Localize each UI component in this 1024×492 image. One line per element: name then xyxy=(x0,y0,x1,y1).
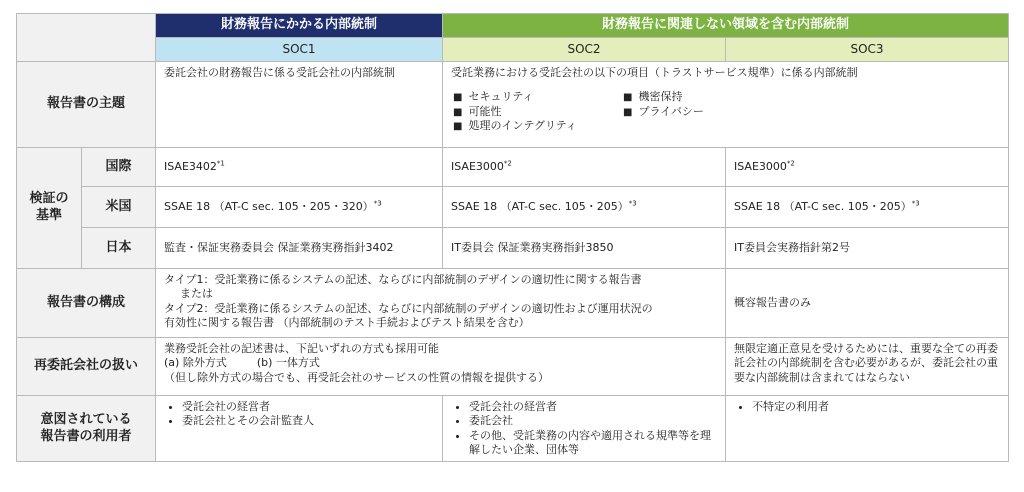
structure-type1: タイプ1：受託業務に係るシステムの記述、ならびに内部統制のデザインの適切性に関する報告書 xyxy=(164,273,642,286)
criteria-value: ISAE3402 xyxy=(164,159,217,173)
list-item: • 委託会社 xyxy=(469,414,717,428)
criteria-jp-soc2: IT委員会 保証業務実務指針3850 xyxy=(443,228,726,269)
footnote-ref: *1 xyxy=(216,159,225,168)
option-carve-out: (a) 除外方式 xyxy=(164,356,227,370)
row-label-criteria xyxy=(17,148,82,269)
criteria-value: SSAE 18 （AT-C sec. 105・205） xyxy=(451,199,629,213)
soc-comparison-table xyxy=(16,13,1009,462)
list-item: • 受託会社の経営者 xyxy=(469,400,717,414)
subservice-line1: 業務受託会社の記述書は、下記いずれの方式も採用可能 xyxy=(164,342,439,355)
header-soc3: SOC3 xyxy=(726,38,1009,62)
criteria-value: SSAE 18 （AT-C sec. 105・205） xyxy=(734,199,912,213)
criteria-label-line2: 基準 xyxy=(35,208,62,223)
footnote-ref: *3 xyxy=(628,199,637,208)
criteria-value: SSAE 18 （AT-C sec. 105・205・320） xyxy=(164,199,374,213)
users-label-line2: 報告書の利用者 xyxy=(40,428,132,444)
criteria-label-line1: 検証の xyxy=(29,191,69,207)
criteria-value: ISAE3000 xyxy=(451,159,504,173)
header-financial-controls: 財務報告にかかる内部統制 xyxy=(156,14,443,38)
criteria-jp-soc3: IT委員会実務指針第2号 xyxy=(726,228,1009,269)
criteria-intl-soc1 xyxy=(156,148,443,187)
users-soc3 xyxy=(726,396,1009,462)
structure-soc1-soc2 xyxy=(156,269,726,338)
subservice-note: （但し除外方式の場合でも、再受託会社のサービスの性質の情報を提供する） xyxy=(164,370,549,384)
footnote-ref: *2 xyxy=(503,159,512,168)
footnote-ref: *3 xyxy=(373,199,382,208)
criteria-intl-soc3 xyxy=(726,148,1009,187)
footnote-ref: *2 xyxy=(786,159,795,168)
list-item: • 委託会社とその会計監査人 xyxy=(182,414,434,428)
users-label-line1: 意図されている xyxy=(40,411,132,427)
row-label-users xyxy=(17,396,156,462)
users-soc1-list xyxy=(164,400,434,429)
trust-services-list xyxy=(453,90,1000,133)
trust-item: ■ 可能性 xyxy=(453,105,623,119)
structure-or: または xyxy=(180,287,213,301)
structure-soc3: 概容報告書のみ xyxy=(726,269,1009,338)
subservice-options xyxy=(164,356,717,370)
criteria-us-soc1 xyxy=(156,187,443,228)
row-label-structure: 報告書の構成 xyxy=(17,269,156,338)
criteria-us-soc3 xyxy=(726,187,1009,228)
row-label-subject: 報告書の主題 xyxy=(17,62,156,148)
subject-soc23-text: 受託業務における受託会社の以下の項目（トラストサービス規準）に係る内部統制 xyxy=(451,66,858,79)
trust-item: ■ 処理のインテグリティ xyxy=(453,119,623,133)
subservice-soc3: 無限定適正意見を受けるためには、重要な全ての再委託会社の内部統制を含む必要があるが、委託会社の重要な内部統制は含まれてはならない xyxy=(726,338,1009,396)
header-nonfinancial-controls: 財務報告に関連しない領域を含む内部統制 xyxy=(443,14,1009,38)
structure-type2-cont: 有効性に関する報告書 （内部統制のテスト手続およびテスト結果を含む） xyxy=(164,315,530,329)
users-soc2-list xyxy=(451,400,717,457)
trust-item: ■ 機密保持 xyxy=(623,90,793,104)
option-inclusive: (b) 一体方式 xyxy=(256,356,320,370)
criteria-value: ISAE3000 xyxy=(734,159,787,173)
criteria-us-soc2 xyxy=(443,187,726,228)
structure-type2: タイプ2：受託業務に係るシステムの記述、ならびに内部統制のデザインの適切性および運用状況の xyxy=(164,301,653,315)
users-soc2 xyxy=(443,396,726,462)
header-soc1: SOC1 xyxy=(156,38,443,62)
users-soc3-list xyxy=(734,400,1000,414)
corner-cell xyxy=(17,14,156,62)
users-soc1 xyxy=(156,396,443,462)
criteria-intl-label: 国際 xyxy=(82,148,156,187)
list-item: • 不特定の利用者 xyxy=(752,400,1000,414)
criteria-jp-soc1: 監査・保証実務委員会 保証業務実務指針3402 xyxy=(156,228,443,269)
subject-soc2-soc3 xyxy=(443,62,1009,148)
subservice-soc1-soc2 xyxy=(156,338,726,396)
criteria-intl-soc2 xyxy=(443,148,726,187)
row-label-subservice: 再委託会社の扱い xyxy=(17,338,156,396)
trust-item: ■ セキュリティ xyxy=(453,90,623,104)
trust-item: ■ プライバシー xyxy=(623,105,793,119)
subject-soc1: 委託会社の財務報告に係る受託会社の内部統制 xyxy=(156,62,443,148)
list-item: • 受託会社の経営者 xyxy=(182,400,434,414)
header-soc2: SOC2 xyxy=(443,38,726,62)
criteria-jp-label: 日本 xyxy=(82,228,156,269)
footnote-ref: *3 xyxy=(911,199,920,208)
criteria-us-label: 米国 xyxy=(82,187,156,228)
list-item: • その他、受託業務の内容や適用される規準等を理解したい企業、団体等 xyxy=(469,429,717,458)
